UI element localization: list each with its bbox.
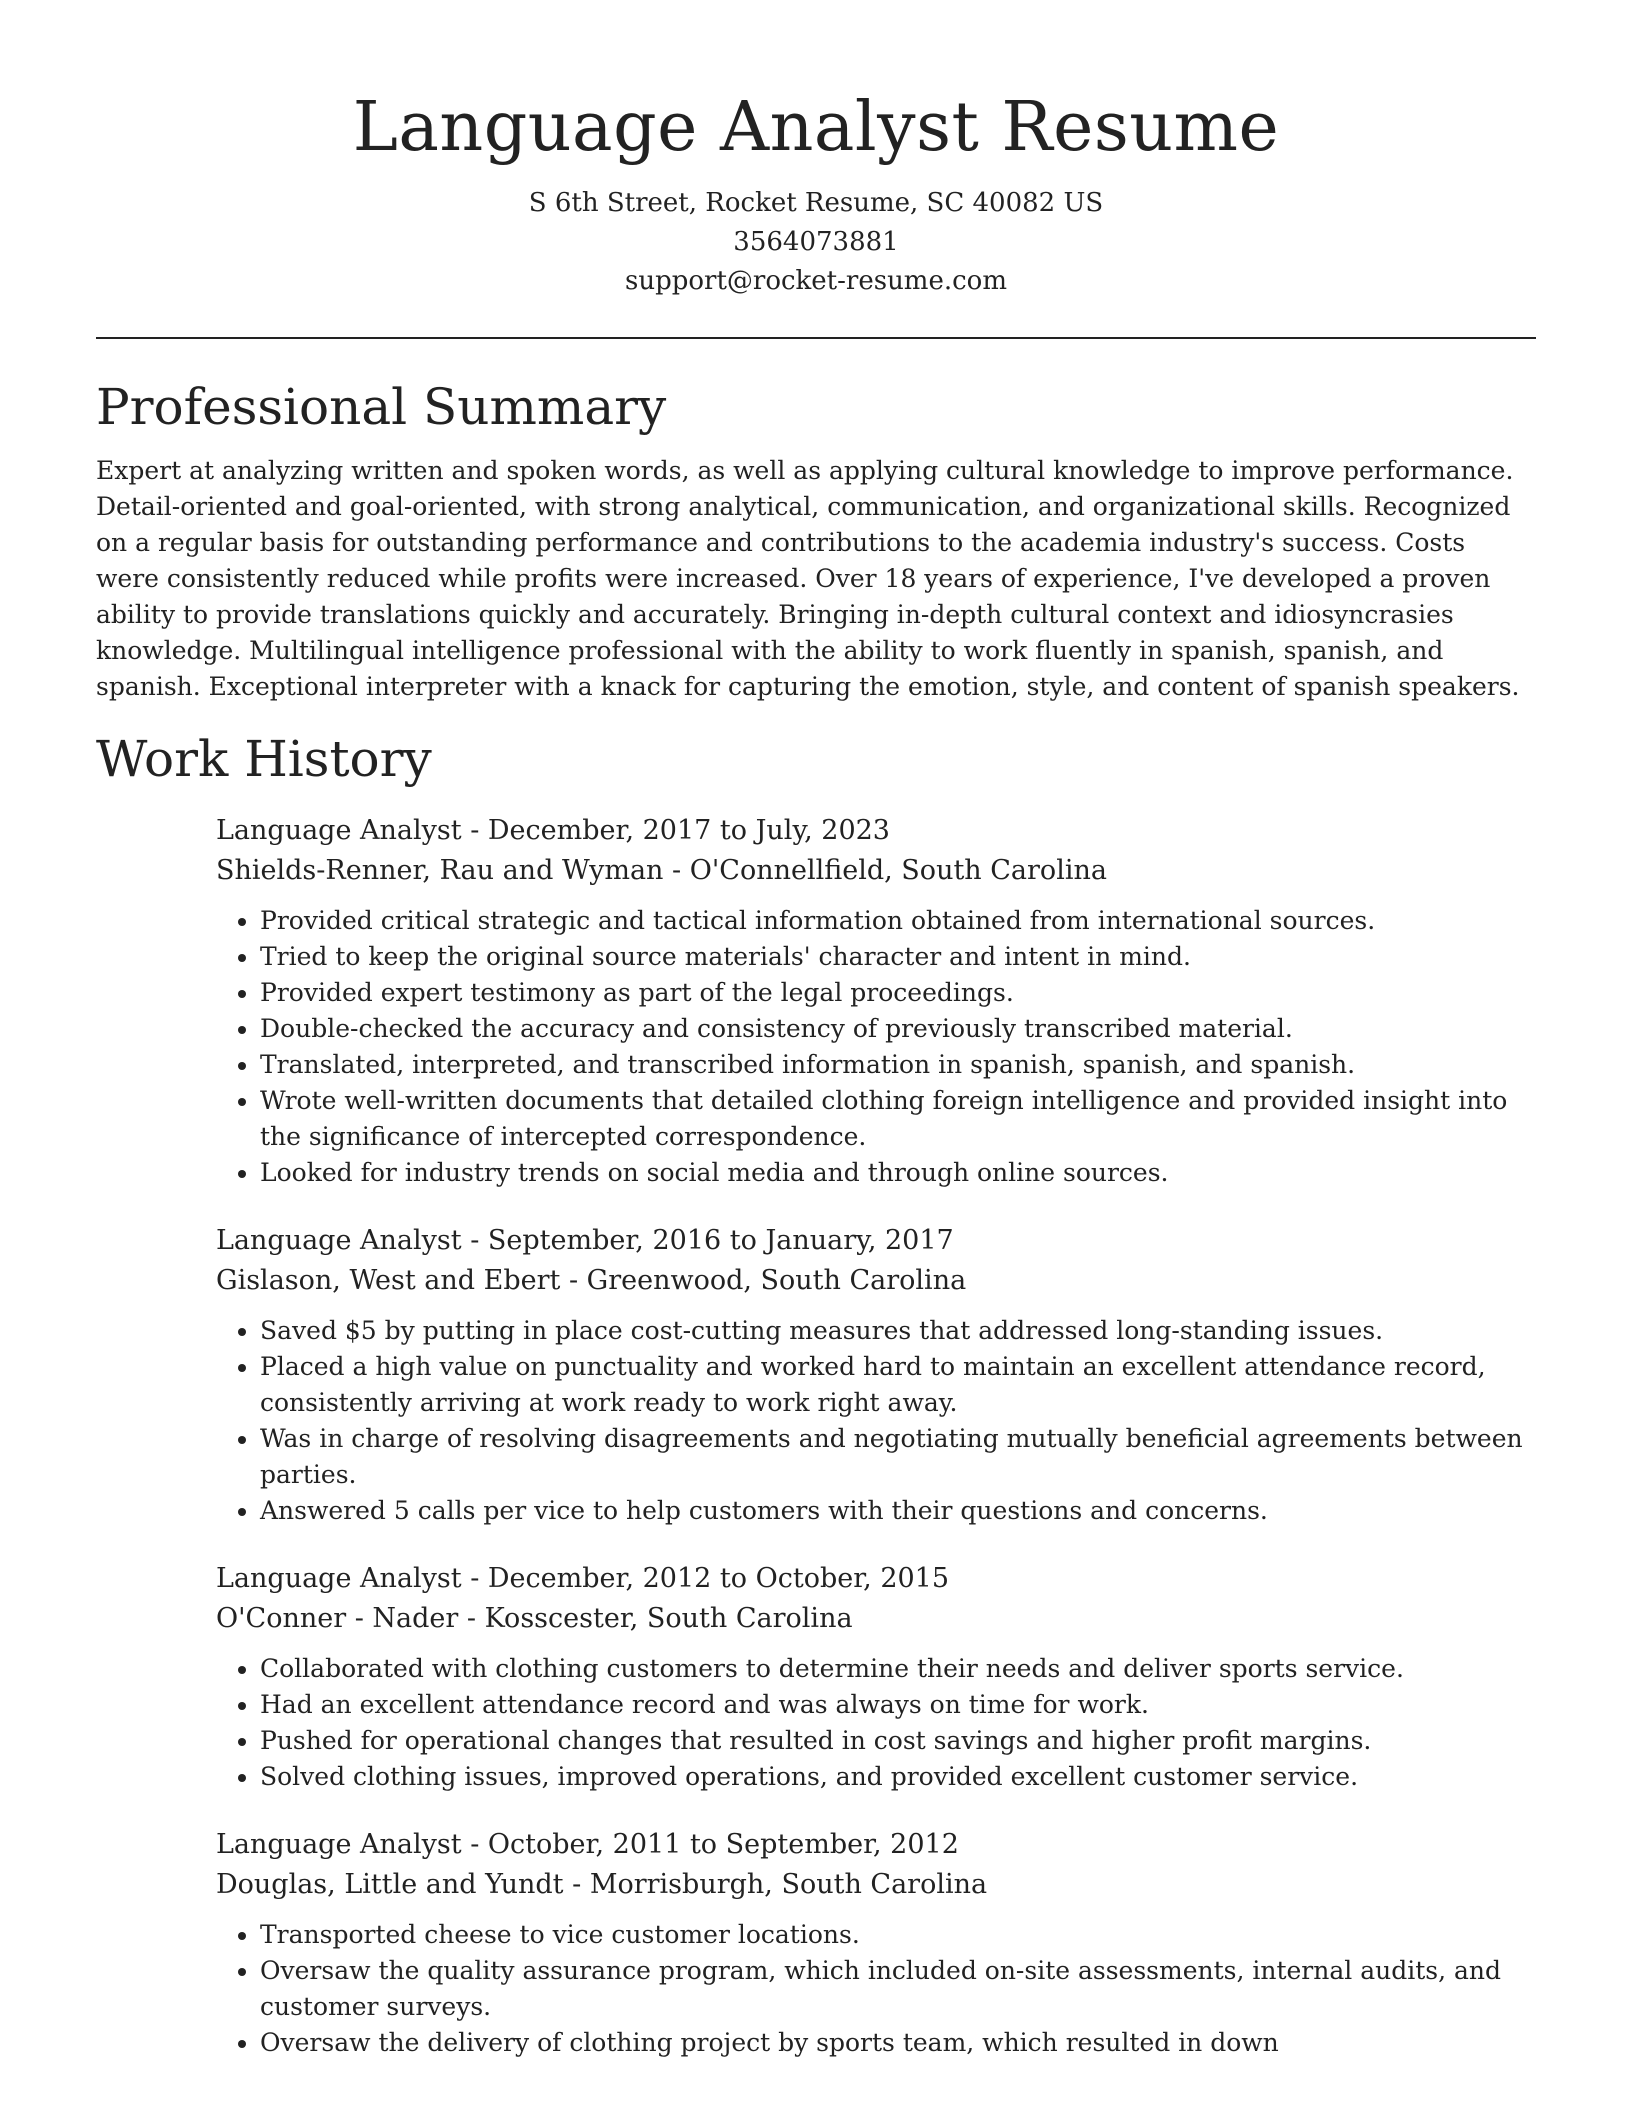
job-bullet: • Transported cheese to vice customer locations. xyxy=(260,1917,1536,1953)
job-bullet: • Oversaw the quality assurance program, which included on-site assessments, internal audits, and customer surveys. xyxy=(260,1953,1536,2025)
job-company: Shields-Renner, Rau and Wyman xyxy=(216,855,664,886)
job-role: Language Analyst xyxy=(216,1563,462,1594)
job-role: Language Analyst xyxy=(216,1225,462,1256)
job-location: - Kosscester, South Carolina xyxy=(458,1603,853,1634)
job-bullets xyxy=(216,1917,1536,2061)
job-title-line xyxy=(216,1825,1536,1865)
job-location: - Morrisburgh, South Carolina xyxy=(563,1869,988,1900)
job-company: Douglas, Little and Yundt xyxy=(216,1869,564,1900)
job-title-line xyxy=(216,1221,1536,1261)
job-bullet: • Translated, interpreted, and transcribed information in spanish, spanish, and spanish. xyxy=(260,1047,1536,1083)
job-bullets xyxy=(216,1313,1536,1529)
summary-text: Expert at analyzing written and spoken words, as well as applying cultural knowledge to improve performance. Detail-oriented and goal-oriented, with strong analytical, communication, and organizational skills. Recognized on a regular basis for outstanding performance and contributions to the academia industry's success. Costs were consistently reduced while profits were increased. Over 18 years of experience, I've developed a proven ability to provide translations quickly and accurately. Bringing in-depth cultural context and idiosyncrasies knowledge. Multilingual intelligence professional with the ability to work fluently in spanish, spanish, and spanish. Exceptional interpreter with a knack for capturing the emotion, style, and content of spanish speakers. xyxy=(96,456,1520,701)
job-location: - O'Connellfield, South Carolina xyxy=(663,855,1107,886)
job-dates: - October, 2011 to September, 2012 xyxy=(461,1829,959,1860)
contact-info xyxy=(96,184,1536,301)
job-entry xyxy=(216,1559,1536,1795)
job-company-line xyxy=(216,1599,1536,1639)
job-title-line xyxy=(216,1559,1536,1599)
job-title-line xyxy=(216,811,1536,851)
job-company: O'Conner - Nader xyxy=(216,1603,459,1634)
job-bullet: • Oversaw the delivery of clothing project by sports team, which resulted in down xyxy=(260,2025,1536,2061)
job-bullet: • Provided expert testimony as part of the legal proceedings. xyxy=(260,975,1536,1011)
job-bullet: • Solved clothing issues, improved operations, and provided excellent customer service. xyxy=(260,1759,1536,1795)
job-dates: - September, 2016 to January, 2017 xyxy=(461,1225,954,1256)
job-dates: - December, 2017 to July, 2023 xyxy=(461,815,890,846)
job-bullet: • Answered 5 calls per vice to help customers with their questions and concerns. xyxy=(260,1493,1536,1529)
address: S 6th Street, Rocket Resume, SC 40082 US xyxy=(528,188,1104,218)
job-company-line xyxy=(216,1261,1536,1301)
job-bullet: • Was in charge of resolving disagreements and negotiating mutually beneficial agreements between parties. xyxy=(260,1421,1536,1493)
job-role: Language Analyst xyxy=(216,1829,462,1860)
job-list xyxy=(216,811,1536,2061)
job-bullet: • Tried to keep the original source materials' character and intent in mind. xyxy=(260,939,1536,975)
job-entry xyxy=(216,811,1536,1191)
resume-page xyxy=(96,0,1536,2061)
job-bullets xyxy=(216,903,1536,1191)
job-entry xyxy=(216,1221,1536,1529)
job-role: Language Analyst xyxy=(216,815,462,846)
email-address: support@rocket-resume.com xyxy=(624,266,1007,296)
resume-header xyxy=(96,0,1536,301)
page-title: Language Analyst Resume xyxy=(352,88,1280,167)
job-bullets xyxy=(216,1651,1536,1795)
job-company-line xyxy=(216,851,1536,891)
job-bullet: • Provided critical strategic and tactical information obtained from international sources. xyxy=(260,903,1536,939)
job-bullet: • Looked for industry trends on social media and through online sources. xyxy=(260,1155,1536,1191)
work-history-heading: Work History xyxy=(96,730,432,788)
summary-heading: Professional Summary xyxy=(96,378,667,436)
phone-number: 3564073881 xyxy=(733,227,899,257)
job-bullet: • Double-checked the accuracy and consistency of previously transcribed material. xyxy=(260,1011,1536,1047)
job-location: - Greenwood, South Carolina xyxy=(560,1265,967,1296)
job-bullet: • Placed a high value on punctuality and worked hard to maintain an excellent attendance record, consistently arriving at work ready to work right away. xyxy=(260,1349,1536,1421)
job-bullet: • Wrote well-written documents that detailed clothing foreign intelligence and provided insight into the significance of intercepted correspondence. xyxy=(260,1083,1536,1155)
job-company: Gislason, West and Ebert xyxy=(216,1265,561,1296)
job-entry xyxy=(216,1825,1536,2061)
job-bullet: • Saved $5 by putting in place cost-cutting measures that addressed long-standing issues. xyxy=(260,1313,1536,1349)
job-bullet: • Collaborated with clothing customers to determine their needs and deliver sports service. xyxy=(260,1651,1536,1687)
job-dates: - December, 2012 to October, 2015 xyxy=(461,1563,950,1594)
job-bullet: • Pushed for operational changes that resulted in cost savings and higher profit margins. xyxy=(260,1723,1536,1759)
header-divider xyxy=(96,337,1536,339)
job-bullet: • Had an excellent attendance record and was always on time for work. xyxy=(260,1687,1536,1723)
job-company-line xyxy=(216,1865,1536,1905)
